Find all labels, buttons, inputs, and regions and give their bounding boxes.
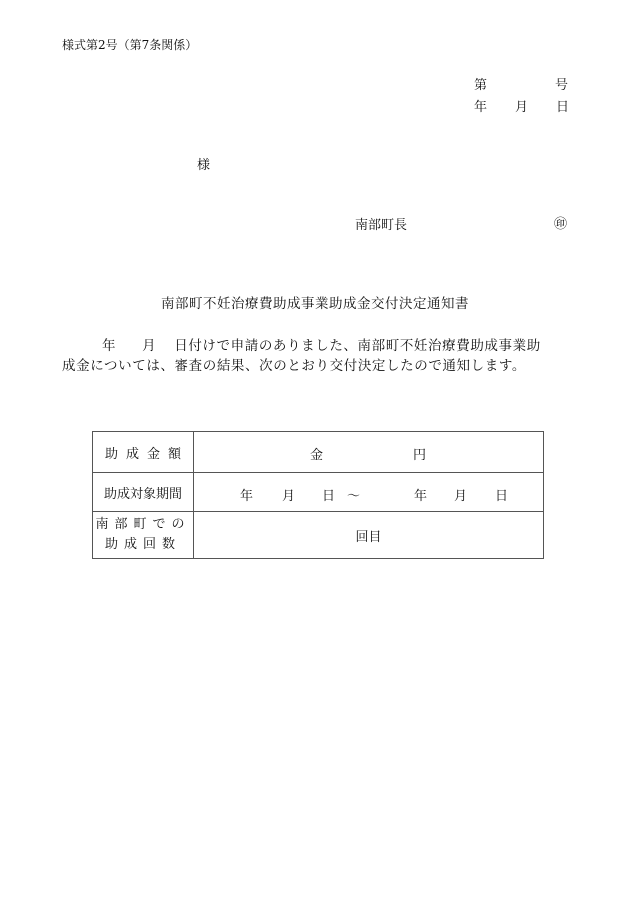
period-end-year: 年 [414,489,428,504]
date-month-label: 月 [515,100,529,115]
document-number-suffix: 号 [555,78,569,93]
amount-suffix: 円 [413,448,427,463]
document-number-label: 第 [474,78,488,93]
period-tilde: ～ [347,489,361,504]
body-text-line-1 [102,334,541,354]
table-row [93,473,544,512]
date-day-label: 日 [556,100,570,115]
grant-count-value [194,512,544,559]
period-start-year: 年 [240,489,254,504]
grant-count-suffix: 回目 [355,529,382,545]
grant-period-value [194,473,544,512]
period-start-day: 日 [322,489,336,504]
body-line1-text: 日付けで申請のありました、南部町不妊治療費助成事業助 [174,338,541,354]
period-end-day: 日 [495,489,509,504]
seal-mark: ㊞ [554,217,568,232]
grant-details-table [92,431,544,559]
form-number: 様式第2号（第7条関係） [62,38,198,52]
date-year-label: 年 [474,100,488,115]
document-title: 南部町不妊治療費助成事業助成金交付決定通知書 [161,296,469,312]
table-row [93,512,544,559]
amount-prefix: 金 [310,448,324,463]
body-month-label: 月 [142,338,157,354]
grant-amount-label: 助成金額 [93,432,194,473]
sender-name: 南部町長 [355,218,408,233]
grant-period-label: 助成対象期間 [93,473,194,512]
grant-count-label-line-2: 助成回数 [104,537,181,552]
addressee-honorific: 様 [197,158,211,173]
table-row [93,432,544,473]
period-start-month: 月 [282,489,296,504]
grant-amount-value [194,432,544,473]
grant-count-label [93,512,194,559]
body-text-line-2: 成金については、審査の結果、次のとおり交付決定したので通知します。 [62,358,526,374]
grant-count-label-line-1: 南部町での [95,517,191,532]
period-end-month: 月 [454,489,468,504]
body-year-label: 年 [102,338,117,354]
